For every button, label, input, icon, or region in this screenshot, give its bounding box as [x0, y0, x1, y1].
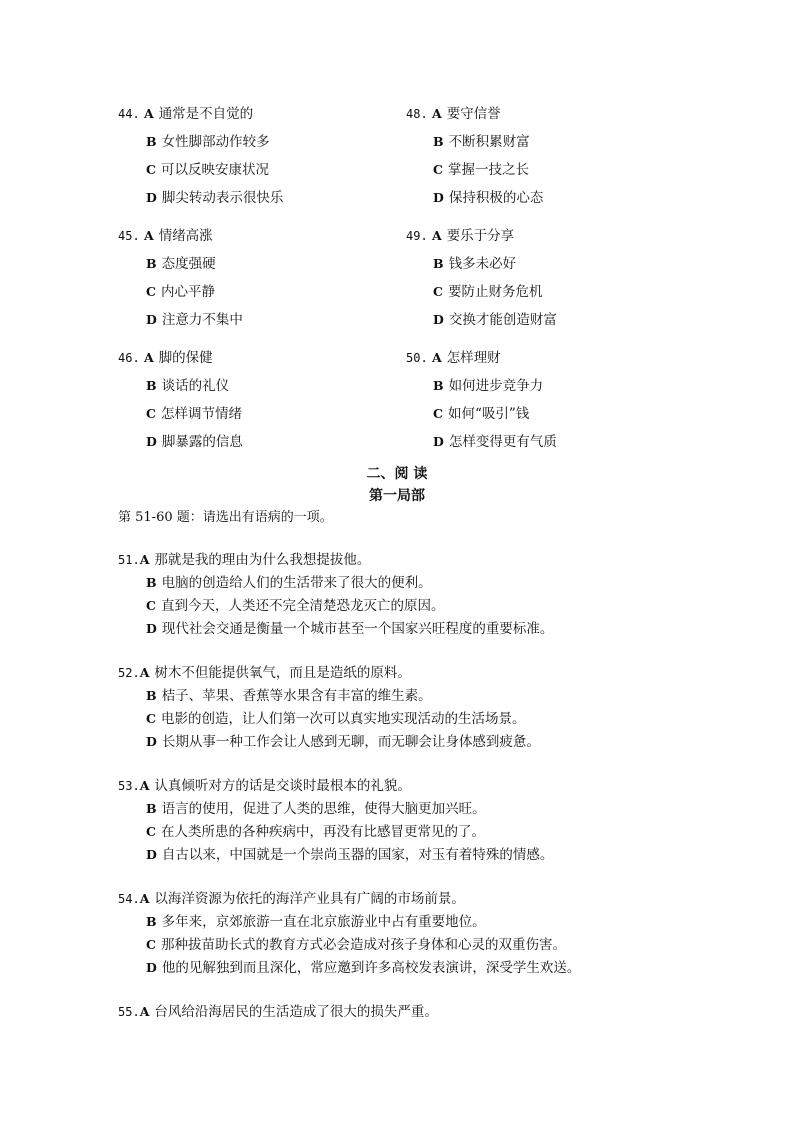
option-text: 通常是不自觉的: [158, 106, 254, 122]
option-text: 自古以来，中国就是一个崇尚玉器的国家，对玉有着特殊的情感。: [161, 847, 554, 863]
option-letter: A: [139, 665, 150, 680]
question-53-option-b: [146, 799, 486, 819]
question-number: 54.: [118, 892, 140, 906]
option-text: 脚暴露的信息: [161, 434, 243, 450]
option-letter: D: [146, 847, 157, 862]
option-text: 要守信誉: [446, 106, 501, 122]
option-text: 交换才能创造财富: [448, 312, 557, 328]
question-number: 48.: [406, 107, 428, 121]
question-51-option-a: [118, 550, 370, 570]
option-letter: D: [146, 960, 157, 975]
option-letter: A: [431, 106, 442, 121]
question-48-option-a: [406, 104, 501, 124]
option-letter: A: [143, 106, 154, 121]
option-text: 现代社会交通是衡量一个城市甚至一个国家兴旺程度的重要标准。: [161, 621, 554, 637]
question-52-option-b: [146, 686, 432, 706]
option-letter: B: [146, 801, 157, 816]
option-letter: A: [143, 350, 154, 365]
question-number: 52.: [118, 666, 140, 680]
option-letter: B: [146, 134, 157, 149]
option-letter: C: [146, 824, 156, 839]
option-text: 电影的创造，让人们第一次可以真实地实现活动的生活场景。: [160, 711, 526, 727]
option-letter: D: [146, 312, 157, 327]
question-54-option-a: [118, 889, 465, 909]
option-text: 可以反映安康状况: [160, 162, 269, 178]
option-text: 脚尖转动表示很快乐: [161, 190, 284, 206]
question-48-option-d: [433, 188, 543, 208]
option-text: 怎样变得更有气质: [448, 434, 557, 450]
question-51-option-c: [146, 596, 444, 616]
option-letter: A: [139, 778, 150, 793]
option-letter: D: [433, 434, 444, 449]
option-text: 注意力不集中: [161, 312, 243, 328]
option-text: 以海洋资源为依托的海洋产业具有广阔的市场前景。: [154, 891, 465, 907]
option-letter: C: [433, 284, 443, 299]
option-letter: B: [433, 134, 444, 149]
option-letter: B: [146, 688, 157, 703]
question-number: 45.: [118, 229, 140, 243]
option-text: 如何进步竞争力: [448, 378, 544, 394]
section-title: 二、阅 读: [366, 466, 428, 482]
option-letter: C: [146, 711, 156, 726]
option-letter: B: [433, 256, 444, 271]
section-instruction: 第 51-60 题：请选出有语病的一项。: [118, 510, 333, 525]
option-text: 掌握一技之长: [447, 162, 529, 178]
question-55-option-a: [118, 1002, 438, 1022]
option-text: 如何“吸引”钱: [447, 406, 530, 422]
question-44-option-c: [146, 160, 269, 180]
option-letter: D: [433, 312, 444, 327]
option-letter: C: [146, 937, 156, 952]
question-number: 49.: [406, 229, 428, 243]
option-letter: D: [146, 621, 157, 636]
option-text: 情绪高涨: [158, 228, 213, 244]
option-text: 要防止财务危机: [447, 284, 543, 300]
question-49-option-b: [433, 254, 516, 274]
question-53-option-d: [146, 845, 553, 865]
option-text: 他的见解独到而且深化，常应邀到许多高校发表演讲，深受学生欢送。: [161, 960, 581, 976]
option-text: 树木不但能提供氧气，而且是造纸的原料。: [154, 665, 411, 681]
option-letter: B: [433, 378, 444, 393]
option-letter: A: [143, 228, 154, 243]
question-54-option-c: [146, 935, 566, 955]
option-text: 脚的保健: [158, 350, 213, 366]
question-53-option-c: [146, 822, 485, 842]
question-number: 50.: [406, 351, 428, 365]
option-text: 直到今天，人类还不完全清楚恐龙灭亡的原因。: [160, 598, 445, 614]
option-letter: B: [146, 378, 157, 393]
option-text: 多年来，京郊旅游一直在北京旅游业中占有重要地位。: [161, 914, 486, 930]
option-letter: A: [139, 552, 150, 567]
question-50-option-d: [433, 432, 557, 452]
option-text: 长期从事一种工作会让人感到无聊，而无聊会让身体感到疲惫。: [161, 734, 540, 750]
question-46-option-b: [146, 376, 229, 396]
option-letter: C: [433, 162, 443, 177]
option-text: 电脑的创造给人们的生活带来了很大的便利。: [161, 575, 432, 591]
question-51-option-b: [146, 573, 432, 593]
question-number: 55.: [118, 1005, 140, 1019]
question-45-option-b: [146, 254, 216, 274]
question-44-option-a: [118, 104, 253, 124]
option-letter: B: [146, 256, 157, 271]
option-letter: C: [146, 406, 156, 421]
question-46-option-c: [146, 404, 242, 424]
question-48-option-c: [433, 160, 529, 180]
option-letter: A: [431, 350, 442, 365]
option-text: 那就是我的理由为什么我想提拔他。: [154, 552, 371, 568]
option-letter: A: [139, 891, 150, 906]
option-text: 保持积极的心态: [448, 190, 544, 206]
question-44-option-d: [146, 188, 283, 208]
option-text: 谈话的礼仪: [161, 378, 230, 394]
option-text: 钱多未必好: [448, 256, 517, 272]
question-45-option-d: [146, 310, 243, 330]
option-text: 语言的使用，促进了人类的思维，使得大脑更加兴旺。: [161, 801, 486, 817]
option-text: 桔子、苹果、香蕉等水果含有丰富的维生素。: [161, 688, 432, 704]
option-letter: C: [146, 284, 156, 299]
question-49-option-a: [406, 226, 514, 246]
question-46-option-d: [146, 432, 243, 452]
question-53-option-a: [118, 776, 411, 796]
question-52-option-d: [146, 732, 540, 752]
option-text: 那种拔苗助长式的教育方式必会造成对孩子身体和心灵的双重伤害。: [160, 937, 566, 953]
option-text: 在人类所患的各种疾病中，再没有比感冒更常见的了。: [160, 824, 485, 840]
question-50-option-a: [406, 348, 501, 368]
question-54-option-d: [146, 958, 580, 978]
option-text: 要乐于分享: [446, 228, 515, 244]
option-letter: C: [146, 598, 156, 613]
question-49-option-d: [433, 310, 557, 330]
option-text: 内心平静: [160, 284, 215, 300]
question-number: 51.: [118, 553, 140, 567]
option-letter: D: [146, 734, 157, 749]
question-46-option-a: [118, 348, 213, 368]
question-54-option-b: [146, 912, 486, 932]
option-letter: B: [146, 914, 157, 929]
question-50-option-b: [433, 376, 543, 396]
question-number: 53.: [118, 779, 140, 793]
option-letter: C: [146, 162, 156, 177]
question-49-option-c: [433, 282, 542, 302]
option-text: 不断积累财富: [448, 134, 530, 150]
question-number: 46.: [118, 351, 140, 365]
question-51-option-d: [146, 619, 553, 639]
question-44-option-b: [146, 132, 270, 152]
question-48-option-b: [433, 132, 530, 152]
option-letter: D: [146, 434, 157, 449]
question-number: 44.: [118, 107, 140, 121]
option-text: 台风给沿海居民的生活造成了很大的损失严重。: [154, 1004, 438, 1020]
option-text: 认真倾听对方的话是交谈时最根本的礼貌。: [154, 778, 411, 794]
question-52-option-a: [118, 663, 411, 683]
option-letter: D: [146, 190, 157, 205]
option-letter: A: [431, 228, 442, 243]
question-45-option-a: [118, 226, 213, 246]
option-text: 态度强硬: [161, 256, 216, 272]
question-52-option-c: [146, 709, 525, 729]
option-text: 女性脚部动作较多: [161, 134, 270, 150]
option-letter: B: [146, 575, 157, 590]
section-subtitle: 第一局部: [369, 488, 425, 504]
option-text: 怎样理财: [446, 350, 501, 366]
option-letter: D: [433, 190, 444, 205]
question-50-option-c: [433, 404, 529, 424]
option-letter: A: [139, 1004, 150, 1019]
question-45-option-c: [146, 282, 215, 302]
option-letter: C: [433, 406, 443, 421]
option-text: 怎样调节情绪: [160, 406, 242, 422]
